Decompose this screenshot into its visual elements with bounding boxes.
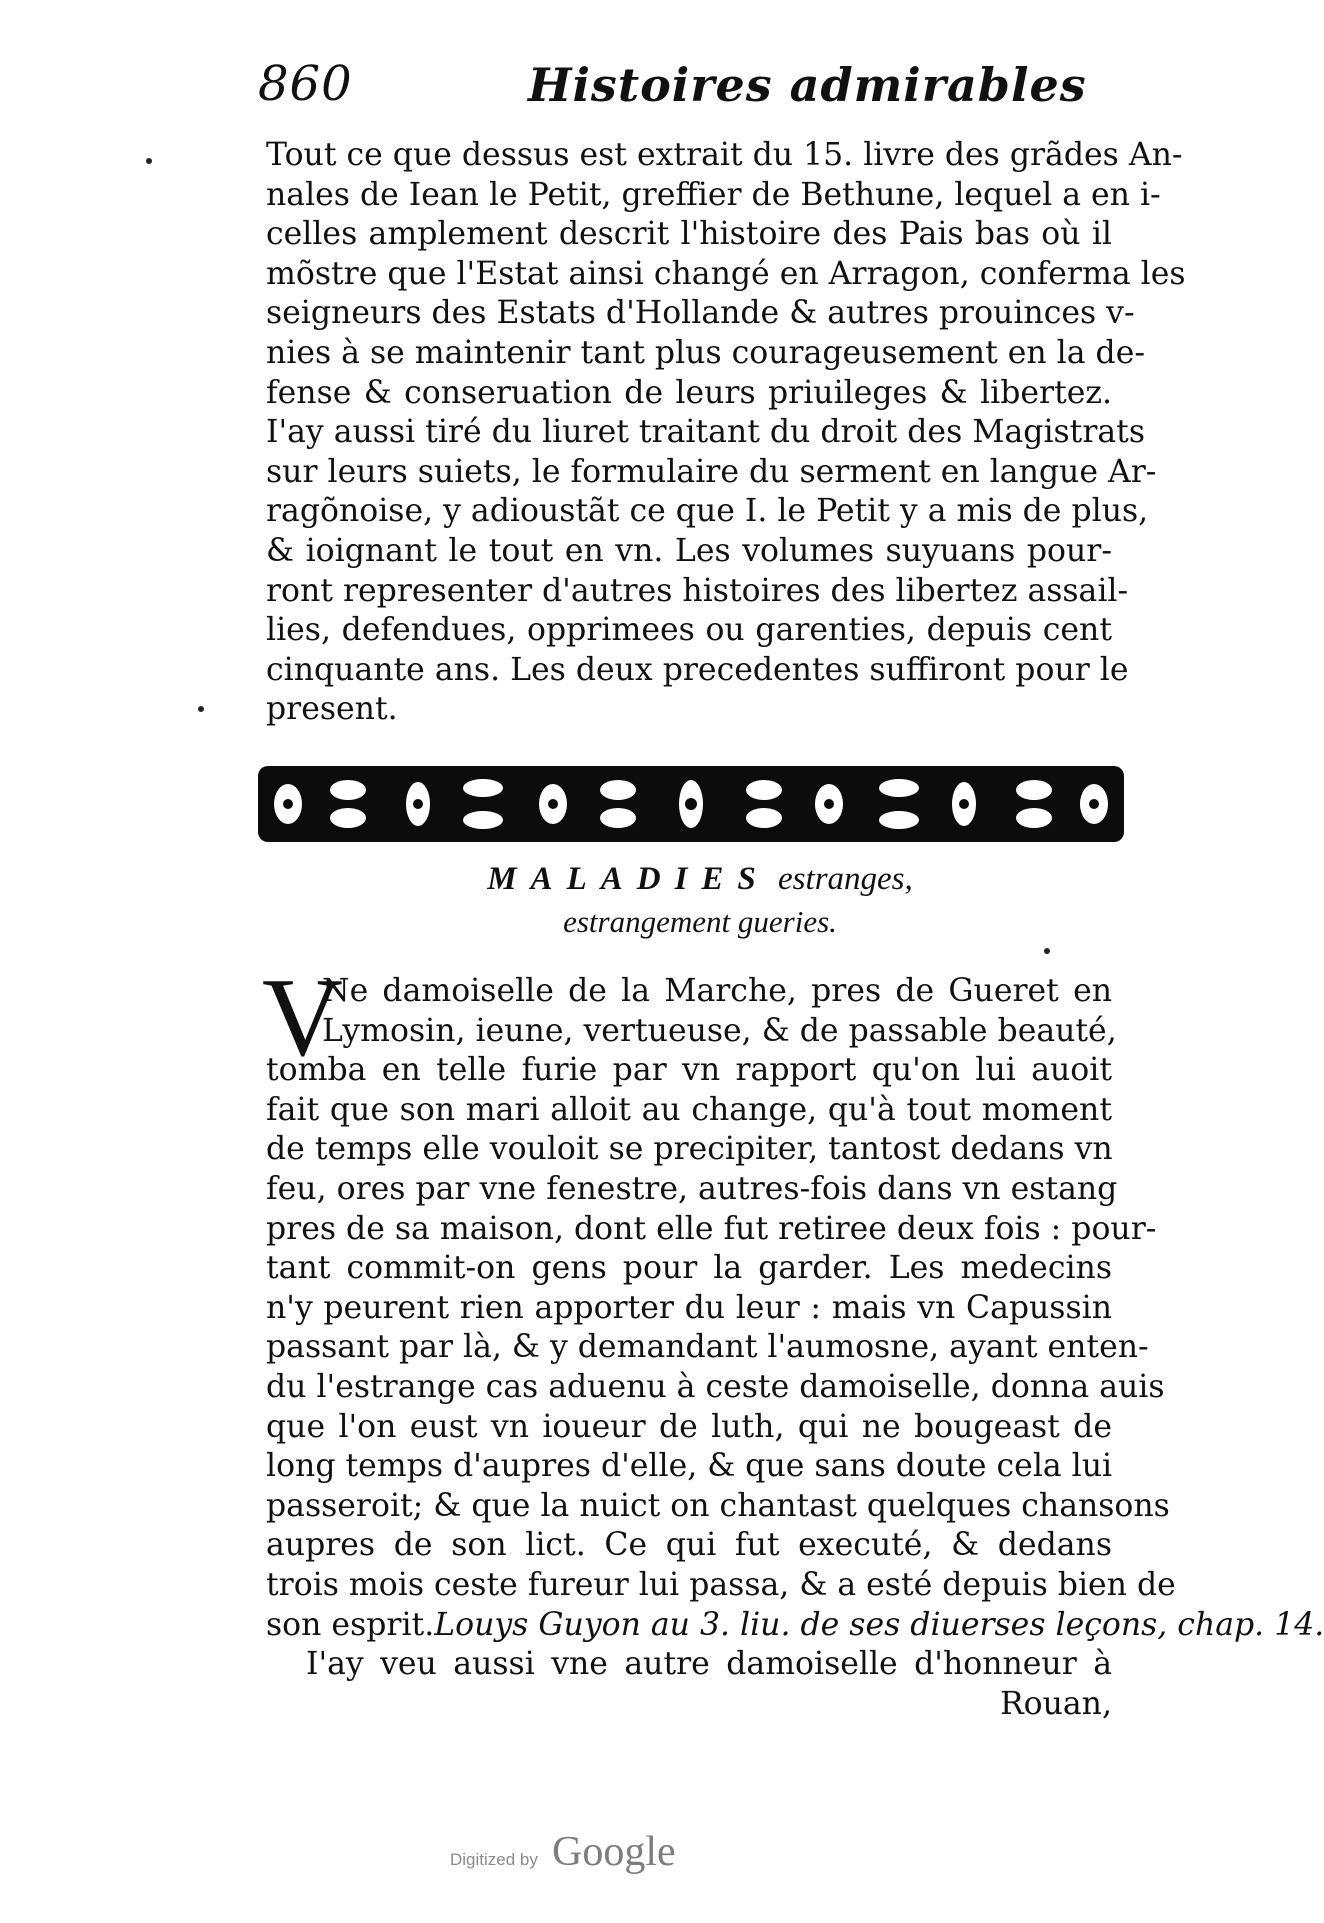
text-line: & ioignant le tout en vn. Les volumes suyuans pour- [266,532,1112,569]
text-line: I'ay veu aussi vne autre damoiselle d'honneur à [306,1646,1112,1683]
text-line: cinquante ans. Les deux precedentes suffiront pour le [266,651,1129,688]
text-line: trois mois ceste fureur lui passa, & a esté depuis bien de [266,1566,1176,1603]
text-line: Lymosin, ieune, vertueuse, & de passable beauté, [322,1012,1117,1049]
ink-speck [198,706,204,712]
text-line: I'ay aussi tiré du liuret traitant du droit des Magistrats [266,414,1146,451]
section-title-caps: MALADIES [487,861,770,897]
text-line: lies, defendues, opprimees ou garenties, depuis cent [266,612,1112,649]
text-line: n'y peurent rien apporter du leur : mais vn Capussin [266,1289,1112,1326]
text-line: fense & conseruation de leurs priuileges & libertez. [266,374,1112,411]
text-line: tant commit-on gens pour la garder. Les medecins [266,1250,1112,1287]
text-line: nales de Iean le Petit, greffier de Bethune, lequel a en i- [266,176,1161,213]
ornamental-divider [258,760,1124,848]
text-line: feu, ores par vne fenestre, autres-fois dans vn estang [266,1170,1118,1207]
drop-cap: V [262,956,343,1080]
page-header [258,52,1118,124]
catchword: Rouan, [999,1685,1112,1722]
text-line: son esprit. [266,1606,435,1643]
text-line: passeroit; & que la nuict on chantast quelques chansons [266,1487,1170,1524]
ink-speck [146,158,152,164]
text-line: pres de sa maison, dont elle fut retiree deux fois : pour- [266,1210,1157,1247]
text-line: nies à se maintenir tant plus courageusement en la de- [266,334,1146,371]
paragraph-2 [266,972,1324,1724]
google-logo: Google [552,1829,676,1875]
digitized-watermark [440,1826,760,1886]
watermark-prefix: Digitized by [450,1850,538,1869]
text-line: Ne damoiselle de la Marche, pres de Gueret en [322,973,1112,1009]
section-title-line2: estrangement gueries. [563,904,837,939]
ink-speck [1044,948,1050,954]
text-line: du l'estrange cas aduenu à ceste damoiselle, donna auis [266,1368,1165,1405]
text-line: seigneurs des Estats d'Hollande & autres prouinces v- [266,295,1135,332]
text-line: passant par là, & y demandant l'aumosne, ayant enten- [266,1329,1149,1366]
text-line: mõstre que l'Estat ainsi changé en Arragon, conferma les [266,255,1186,292]
text-line: de temps elle vouloit se precipiter, tantost dedans vn [266,1131,1113,1168]
page-number: 860 [258,56,353,112]
paragraph-1 [266,136,1186,730]
running-title: Histoires admirables [528,58,1087,112]
text-line: aupres de son lict. Ce qui fut executé, & dedans [266,1527,1112,1564]
text-line: que l'on eust vn ioueur de luth, qui ne bougeast de [266,1408,1112,1445]
text-line: ront representer d'autres histoires des libertez assail- [266,572,1129,609]
text-line: ragõnoise, y adioustãt ce que I. le Petit y a mis de plus, [266,493,1149,530]
section-title [300,858,1100,942]
citation: Louys Guyon au 3. liu. de ses diuerses leçons, chap. 14. [434,1606,1324,1643]
section-title-line1: estranges, [778,861,913,897]
text-line: celles amplement descrit l'histoire des Pais bas où il [266,216,1112,253]
text-line: sur leurs suiets, le formulaire du serment en langue Ar- [266,453,1157,490]
text-line: long temps d'aupres d'elle, & que sans doute cela lui [266,1448,1113,1485]
text-line: fait que son mari alloit au change, qu'à tout moment [266,1091,1112,1128]
text-line: present. [266,691,398,728]
text-line: Tout ce que dessus est extrait du 15. livre des grãdes An- [266,137,1183,173]
text-line: tomba en telle furie par vn rapport qu'on lui auoit [266,1052,1112,1089]
